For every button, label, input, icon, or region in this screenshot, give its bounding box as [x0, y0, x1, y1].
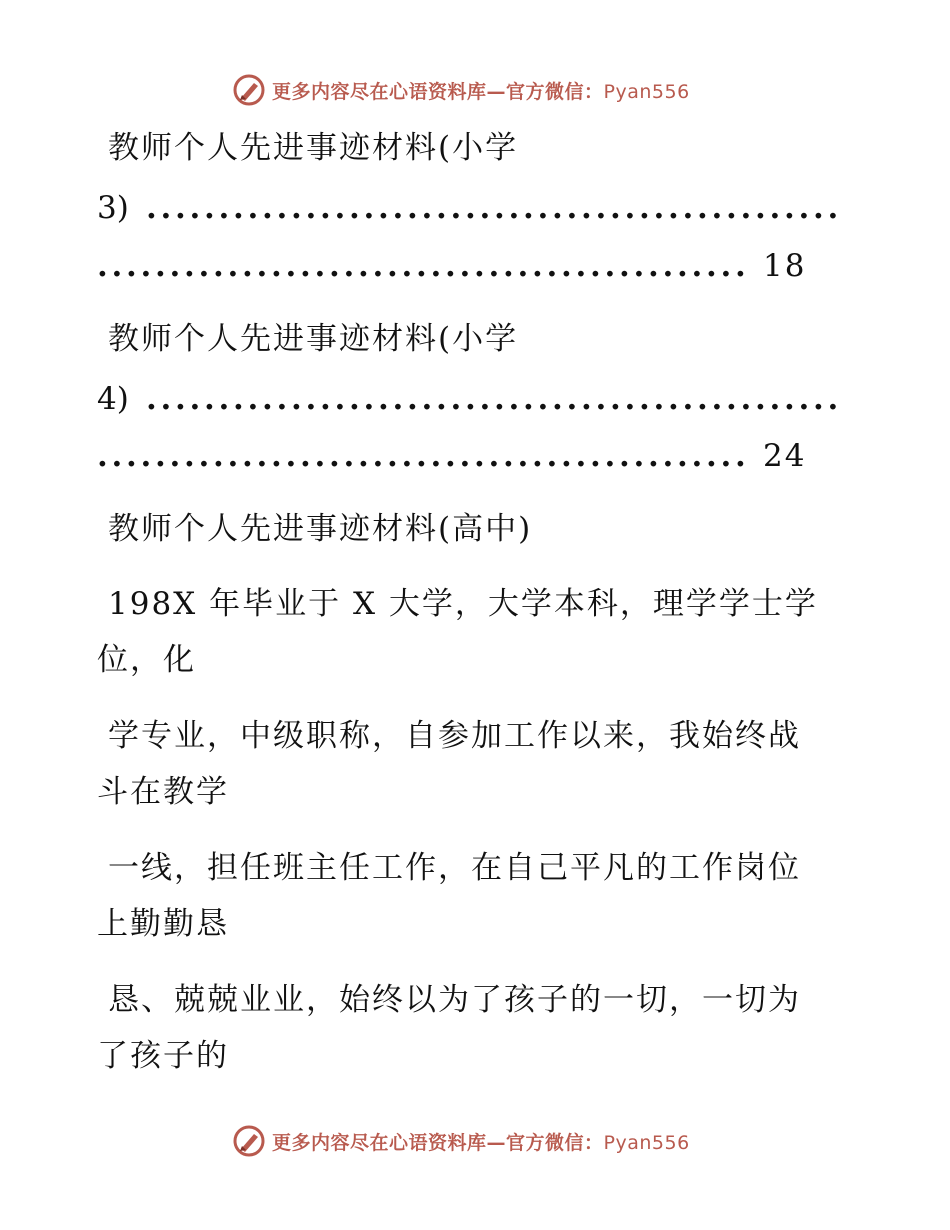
paragraph-line-2: 位，化: [97, 642, 196, 678]
footer-watermark: [232, 1123, 690, 1159]
pen-logo-icon: [232, 73, 266, 107]
paragraph-line-5: 一线，担任班主任工作，在自己平凡的工作岗位: [108, 850, 801, 886]
toc-entry-2-page: 24: [763, 438, 807, 474]
paragraph-line-7: 恳、兢兢业业，始终以为了孩子的一切，一切为: [108, 982, 801, 1018]
header-watermark: [232, 72, 690, 108]
paragraph-line-1: 198X 年毕业于 X 大学，大学本科，理学学士学: [108, 586, 818, 622]
paragraph-line-3: 学专业，中级职称，自参加工作以来，我始终战: [108, 718, 801, 754]
toc-entry-1-title: 教师个人先进事迹材料(小学: [108, 130, 519, 166]
pen-logo-icon: [232, 1124, 266, 1158]
toc-entry-2-leader-row1: . . . . . . . . . . . . . . . . . . . . . . . . . . . . . . . . . . . . . . . . . . . . . . . .: [146, 381, 839, 417]
toc-entry-2-title: 教师个人先进事迹材料(小学: [108, 321, 519, 357]
toc-entry-1-leader-row2: . . . . . . . . . . . . . . . . . . . . . . . . . . . . . . . . . . . . . . . . . . . . .: [97, 248, 746, 284]
toc-entry-2-leader-row2: . . . . . . . . . . . . . . . . . . . . . . . . . . . . . . . . . . . . . . . . . . . . .: [97, 438, 746, 474]
toc-entry-1-leader-row1: . . . . . . . . . . . . . . . . . . . . . . . . . . . . . . . . . . . . . . . . . . . . . . . .: [146, 190, 839, 226]
watermark-text: [272, 1128, 690, 1155]
watermark-wechat-id: Pyan556: [603, 1131, 690, 1154]
toc-entry-2-suffix: 4): [97, 381, 129, 417]
paragraph-line-6: 上勤勤恳: [97, 906, 229, 942]
paragraph-line-8: 了孩子的: [97, 1038, 229, 1074]
paragraph-line-4: 斗在教学: [97, 774, 229, 810]
toc-entry-1-suffix: 3): [97, 190, 129, 226]
watermark-label: 更多内容尽在心语资料库—官方微信：: [272, 80, 604, 103]
watermark-label: 更多内容尽在心语资料库—官方微信：: [272, 1131, 604, 1154]
section-title: 教师个人先进事迹材料(高中): [108, 511, 533, 547]
watermark-wechat-id: Pyan556: [603, 80, 690, 103]
toc-entry-1-page: 18: [763, 248, 807, 284]
watermark-text: [272, 77, 690, 104]
